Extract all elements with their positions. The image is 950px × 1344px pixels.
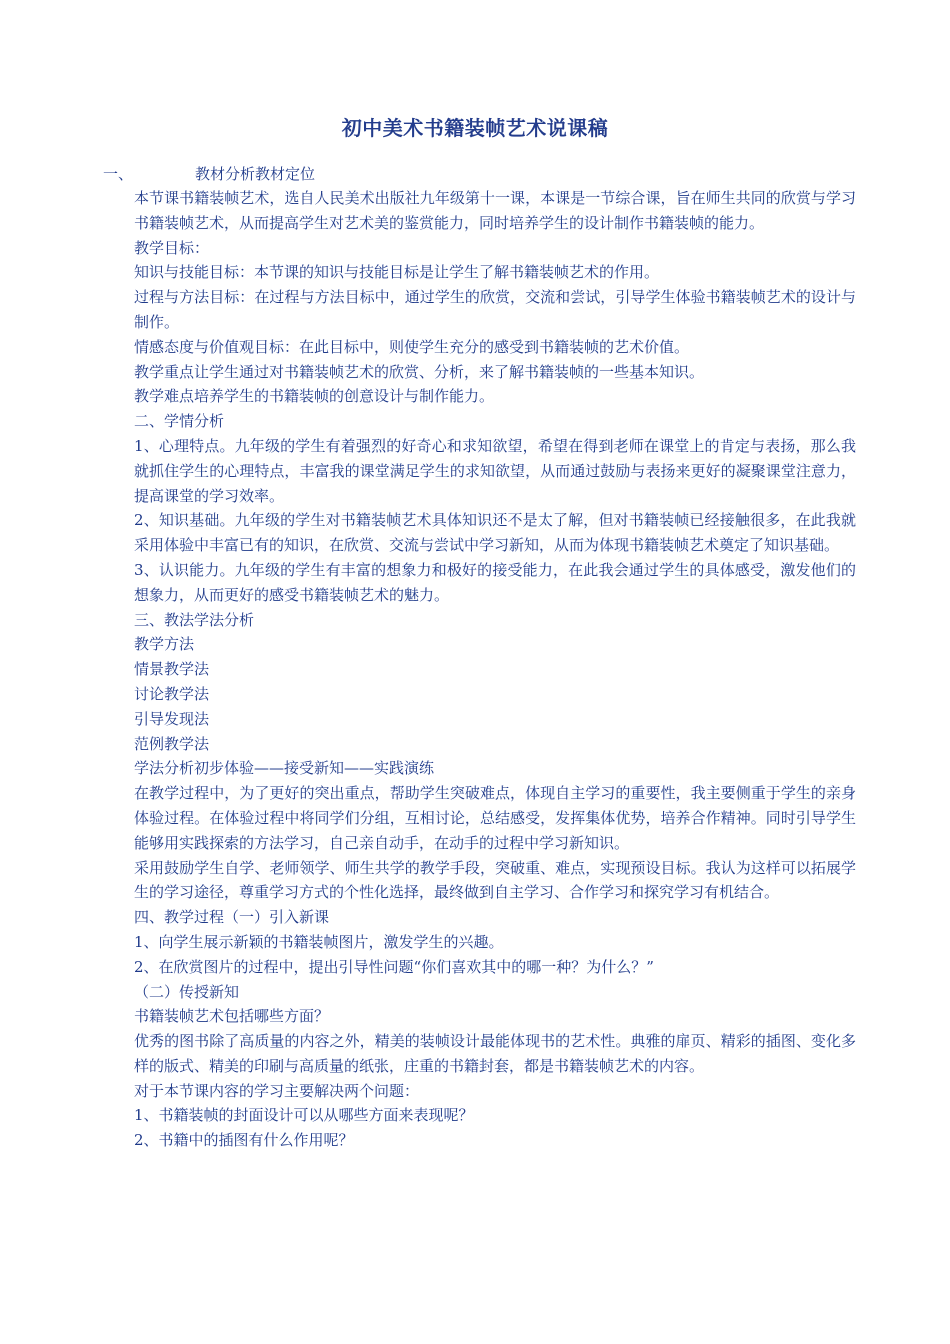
paragraph: 学法分析初步体验——接受新知——实践演练 (134, 759, 435, 778)
paragraph: 教学目标： (134, 238, 210, 257)
list-item: 引导发现法 (134, 709, 210, 728)
section-number: 一、 (103, 165, 134, 183)
section-heading: 四、教学过程（一）引入新课 (134, 908, 330, 927)
paragraph: 教学方法 (134, 635, 195, 654)
section-label: 教材分析教材定位 (195, 165, 316, 183)
section-heading: 二、学情分析 (134, 412, 225, 431)
paragraph: 书籍装帧艺术包括哪些方面？ (134, 1007, 330, 1026)
paragraph: 2、知识基础。九年级的学生对书籍装帧艺术具体知识还不是太了解，但对书籍装帧已经接触很多，在此我就采用体验中丰富已有的知识，在欣赏、交流与尝试中学习新知，从而为体现书籍装帧艺术奠定了知识基础。 (134, 511, 856, 555)
list-item: 情景教学法 (134, 660, 210, 679)
paragraph: 本节课书籍装帧艺术，选自人民美术出版社九年级第十一课，本课是一节综合课，旨在师生共同的欣赏与学习书籍装帧艺术，从而提高学生对艺术美的鉴赏能力，同时培养学生的设计制作书籍装帧的能力。 (134, 189, 856, 232)
paragraph: 情感态度与价值观目标：在此目标中，则使学生充分的感受到书籍装帧的艺术价值。 (134, 337, 690, 356)
paragraph: 3、认识能力。九年级的学生有丰富的想象力和极好的接受能力，在此我会通过学生的具体感受，激发他们的想象力，从而更好的感受书籍装帧艺术的魅力。 (134, 560, 856, 604)
paragraph: 对于本节课内容的学习主要解决两个问题： (134, 1081, 420, 1100)
list-item: 范例教学法 (134, 734, 210, 753)
paragraph: 在教学过程中，为了更好的突出重点，帮助学生突破难点，体现自主学习的重要性，我主要侧重于学生的亲身体验过程。在体验过程中将同学们分组，互相讨论，总结感受，发挥集体优势，培养合作精神。同时引导学生能够用实践探索的方法学习，自己亲自动手，在动手的过程中学习新知识。 (134, 784, 856, 852)
section-heading-1 (103, 163, 315, 184)
paragraph: 1、心理特点。九年级的学生有着强烈的好奇心和求知欲望，希望在得到老师在课堂上的肯定与表扬，那么我就抓住学生的心理特点，丰富我的课堂满足学生的求知欲望，从而通过鼓励与表扬来更好的凝聚课堂注意力，提高课堂的学习效率。 (134, 436, 856, 505)
paragraph: 知识与技能目标：本节课的知识与技能目标是让学生了解书籍装帧艺术的作用。 (134, 263, 660, 282)
paragraph: 2、在欣赏图片的过程中，提出引导性问题“你们喜欢其中的哪一种？为什么？” (134, 957, 654, 976)
document-title: 初中美术书籍装帧艺术说课稿 (341, 116, 609, 140)
paragraph: 教学难点培养学生的书籍装帧的创意设计与制作能力。 (134, 387, 495, 406)
paragraph: 优秀的图书除了高质量的内容之外，精美的装帧设计最能体现书的艺术性。典雅的扉页、精彩的插图、变化多样的版式、精美的印刷与高质量的纸张，庄重的书籍封套，都是书籍装帧艺术的内容。 (134, 1032, 856, 1075)
paragraph: 教学重点让学生通过对书籍装帧艺术的欣赏、分析，来了解书籍装帧的一些基本知识。 (134, 362, 705, 381)
paragraph: 1、书籍装帧的封面设计可以从哪些方面来表现呢？ (134, 1106, 474, 1125)
subsection-heading: （二）传授新知 (134, 982, 240, 1001)
paragraph: 1、向学生展示新颖的书籍装帧图片，激发学生的兴趣。 (134, 932, 504, 951)
list-item: 讨论教学法 (134, 684, 210, 703)
paragraph: 过程与方法目标：在过程与方法目标中，通过学生的欣赏，交流和尝试，引导学生体验书籍装帧艺术的设计与制作。 (134, 288, 856, 331)
paragraph: 采用鼓励学生自学、老师领学、师生共学的教学手段，突破重、难点，实现预设目标。我认为这样可以拓展学生的学习途径，尊重学习方式的个性化选择，最终做到自主学习、合作学习和探究学习有机结合。 (134, 858, 856, 902)
section-heading: 三、教法学法分析 (134, 610, 255, 629)
document-body (134, 186, 856, 1153)
paragraph: 2、书籍中的插图有什么作用呢？ (134, 1131, 354, 1150)
